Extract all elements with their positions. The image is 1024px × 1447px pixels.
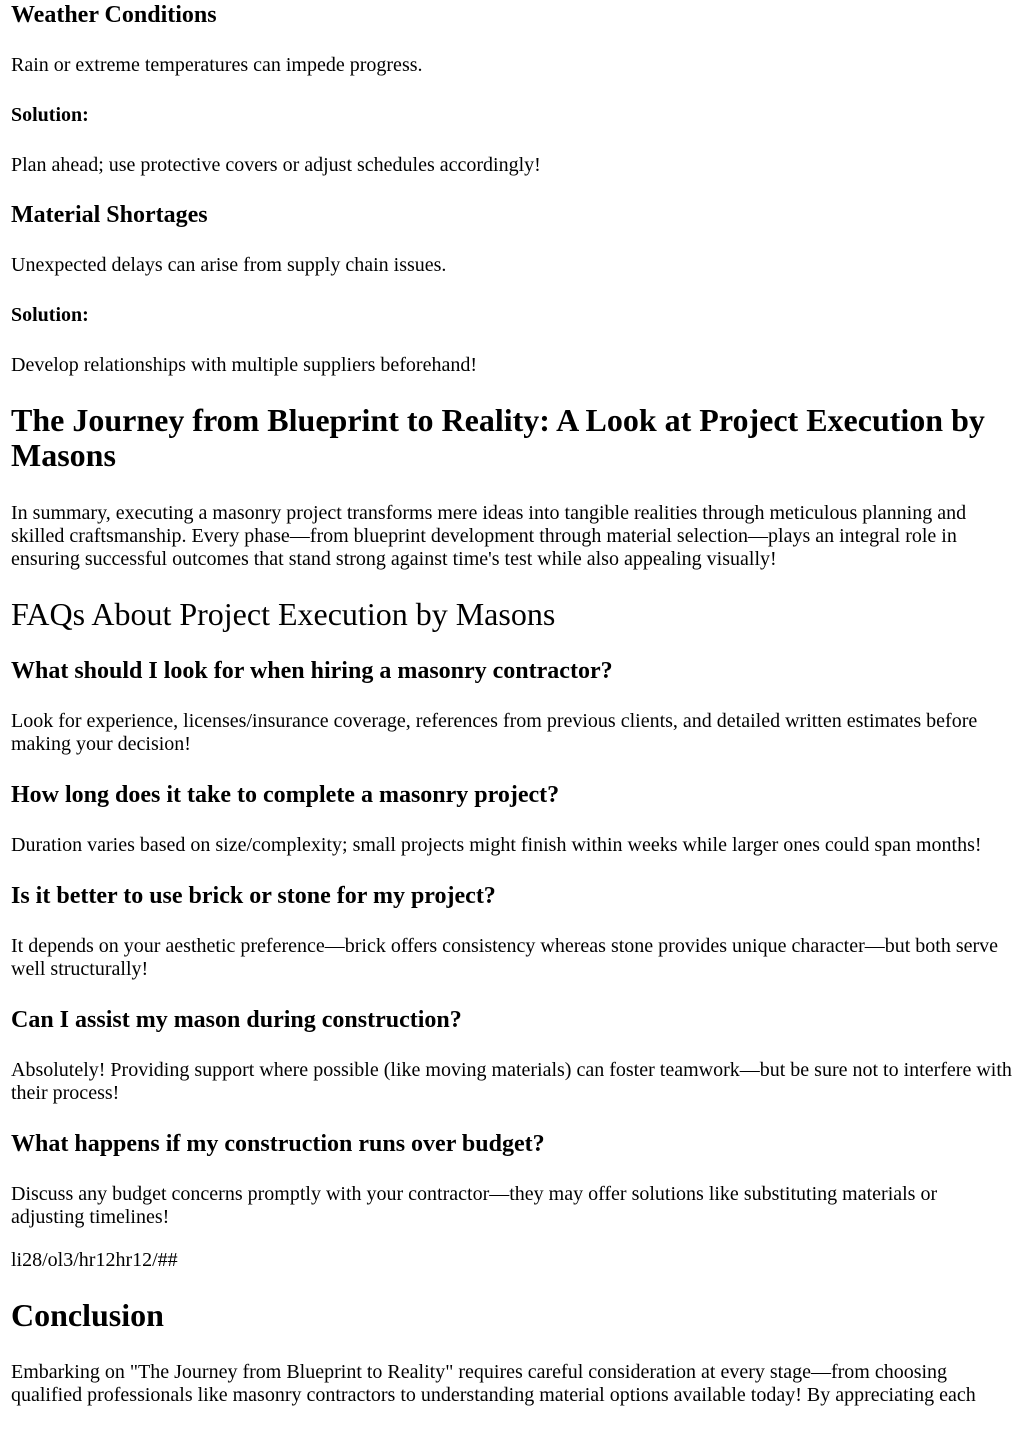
- faqs-heading: FAQs About Project Execution by Masons: [11, 596, 556, 632]
- faq-question-2: How long does it take to complete a masonry project?: [11, 782, 560, 808]
- solution-label-weather: Solution:: [11, 104, 89, 126]
- journey-heading: The Journey from Blueprint to Reality: A Look at Project Execution by Masons: [11, 402, 985, 473]
- article-body: [0, 1, 1024, 1407]
- solution-text-materials: Develop relationships with multiple suppliers beforehand!: [11, 354, 478, 376]
- solution-label-materials: Solution:: [11, 304, 89, 326]
- faq-question-1: What should I look for when hiring a masonry contractor?: [11, 658, 613, 684]
- faq-question-4: Can I assist my mason during construction?: [11, 1007, 462, 1033]
- conclusion-heading: Conclusion: [11, 1297, 164, 1333]
- challenge-text-materials: Unexpected delays can arise from supply chain issues.: [11, 254, 447, 276]
- journey-text: In summary, executing a masonry project transforms mere ideas into tangible realities through meticulous planning and skilled craftsmanship. Every phase—from blueprint development through material selection—plays an integral role in ensuring successful outcomes that stand strong against time's test while also appealing visually!: [11, 502, 967, 570]
- challenge-text-weather: Rain or extreme temperatures can impede progress.: [11, 54, 423, 76]
- faq-question-5: What happens if my construction runs over budget?: [11, 1131, 545, 1157]
- challenge-heading-weather: Weather Conditions: [11, 2, 217, 28]
- solution-text-weather: Plan ahead; use protective covers or adjust schedules accordingly!: [11, 154, 541, 176]
- faq-answer-3: It depends on your aesthetic preference—brick offers consistency whereas stone provides unique character—but both serve well structurally!: [11, 935, 999, 980]
- conclusion-text: Embarking on "The Journey from Blueprint to Reality" requires careful consideration at every stage—from choosing qualified professionals like masonry contractors to understanding material options available today! By appreciating each: [11, 1361, 976, 1406]
- challenge-heading-materials: Material Shortages: [11, 202, 208, 228]
- faq-answer-4: Absolutely! Providing support where possible (like moving materials) can foster teamwork—but be sure not to interfere with their process!: [11, 1059, 1012, 1104]
- faq-answer-1: Look for experience, licenses/insurance coverage, references from previous clients, and detailed written estimates before making your decision!: [11, 710, 978, 755]
- stray-markup-text: li28/ol3/hr12hr12/##: [11, 1249, 178, 1271]
- faq-answer-5: Discuss any budget concerns promptly with your contractor—they may offer solutions like substituting materials or adjusting timelines!: [11, 1183, 938, 1228]
- faq-answer-2: Duration varies based on size/complexity; small projects might finish within weeks while larger ones could span months!: [11, 834, 982, 856]
- faq-question-3: Is it better to use brick or stone for my project?: [11, 883, 496, 909]
